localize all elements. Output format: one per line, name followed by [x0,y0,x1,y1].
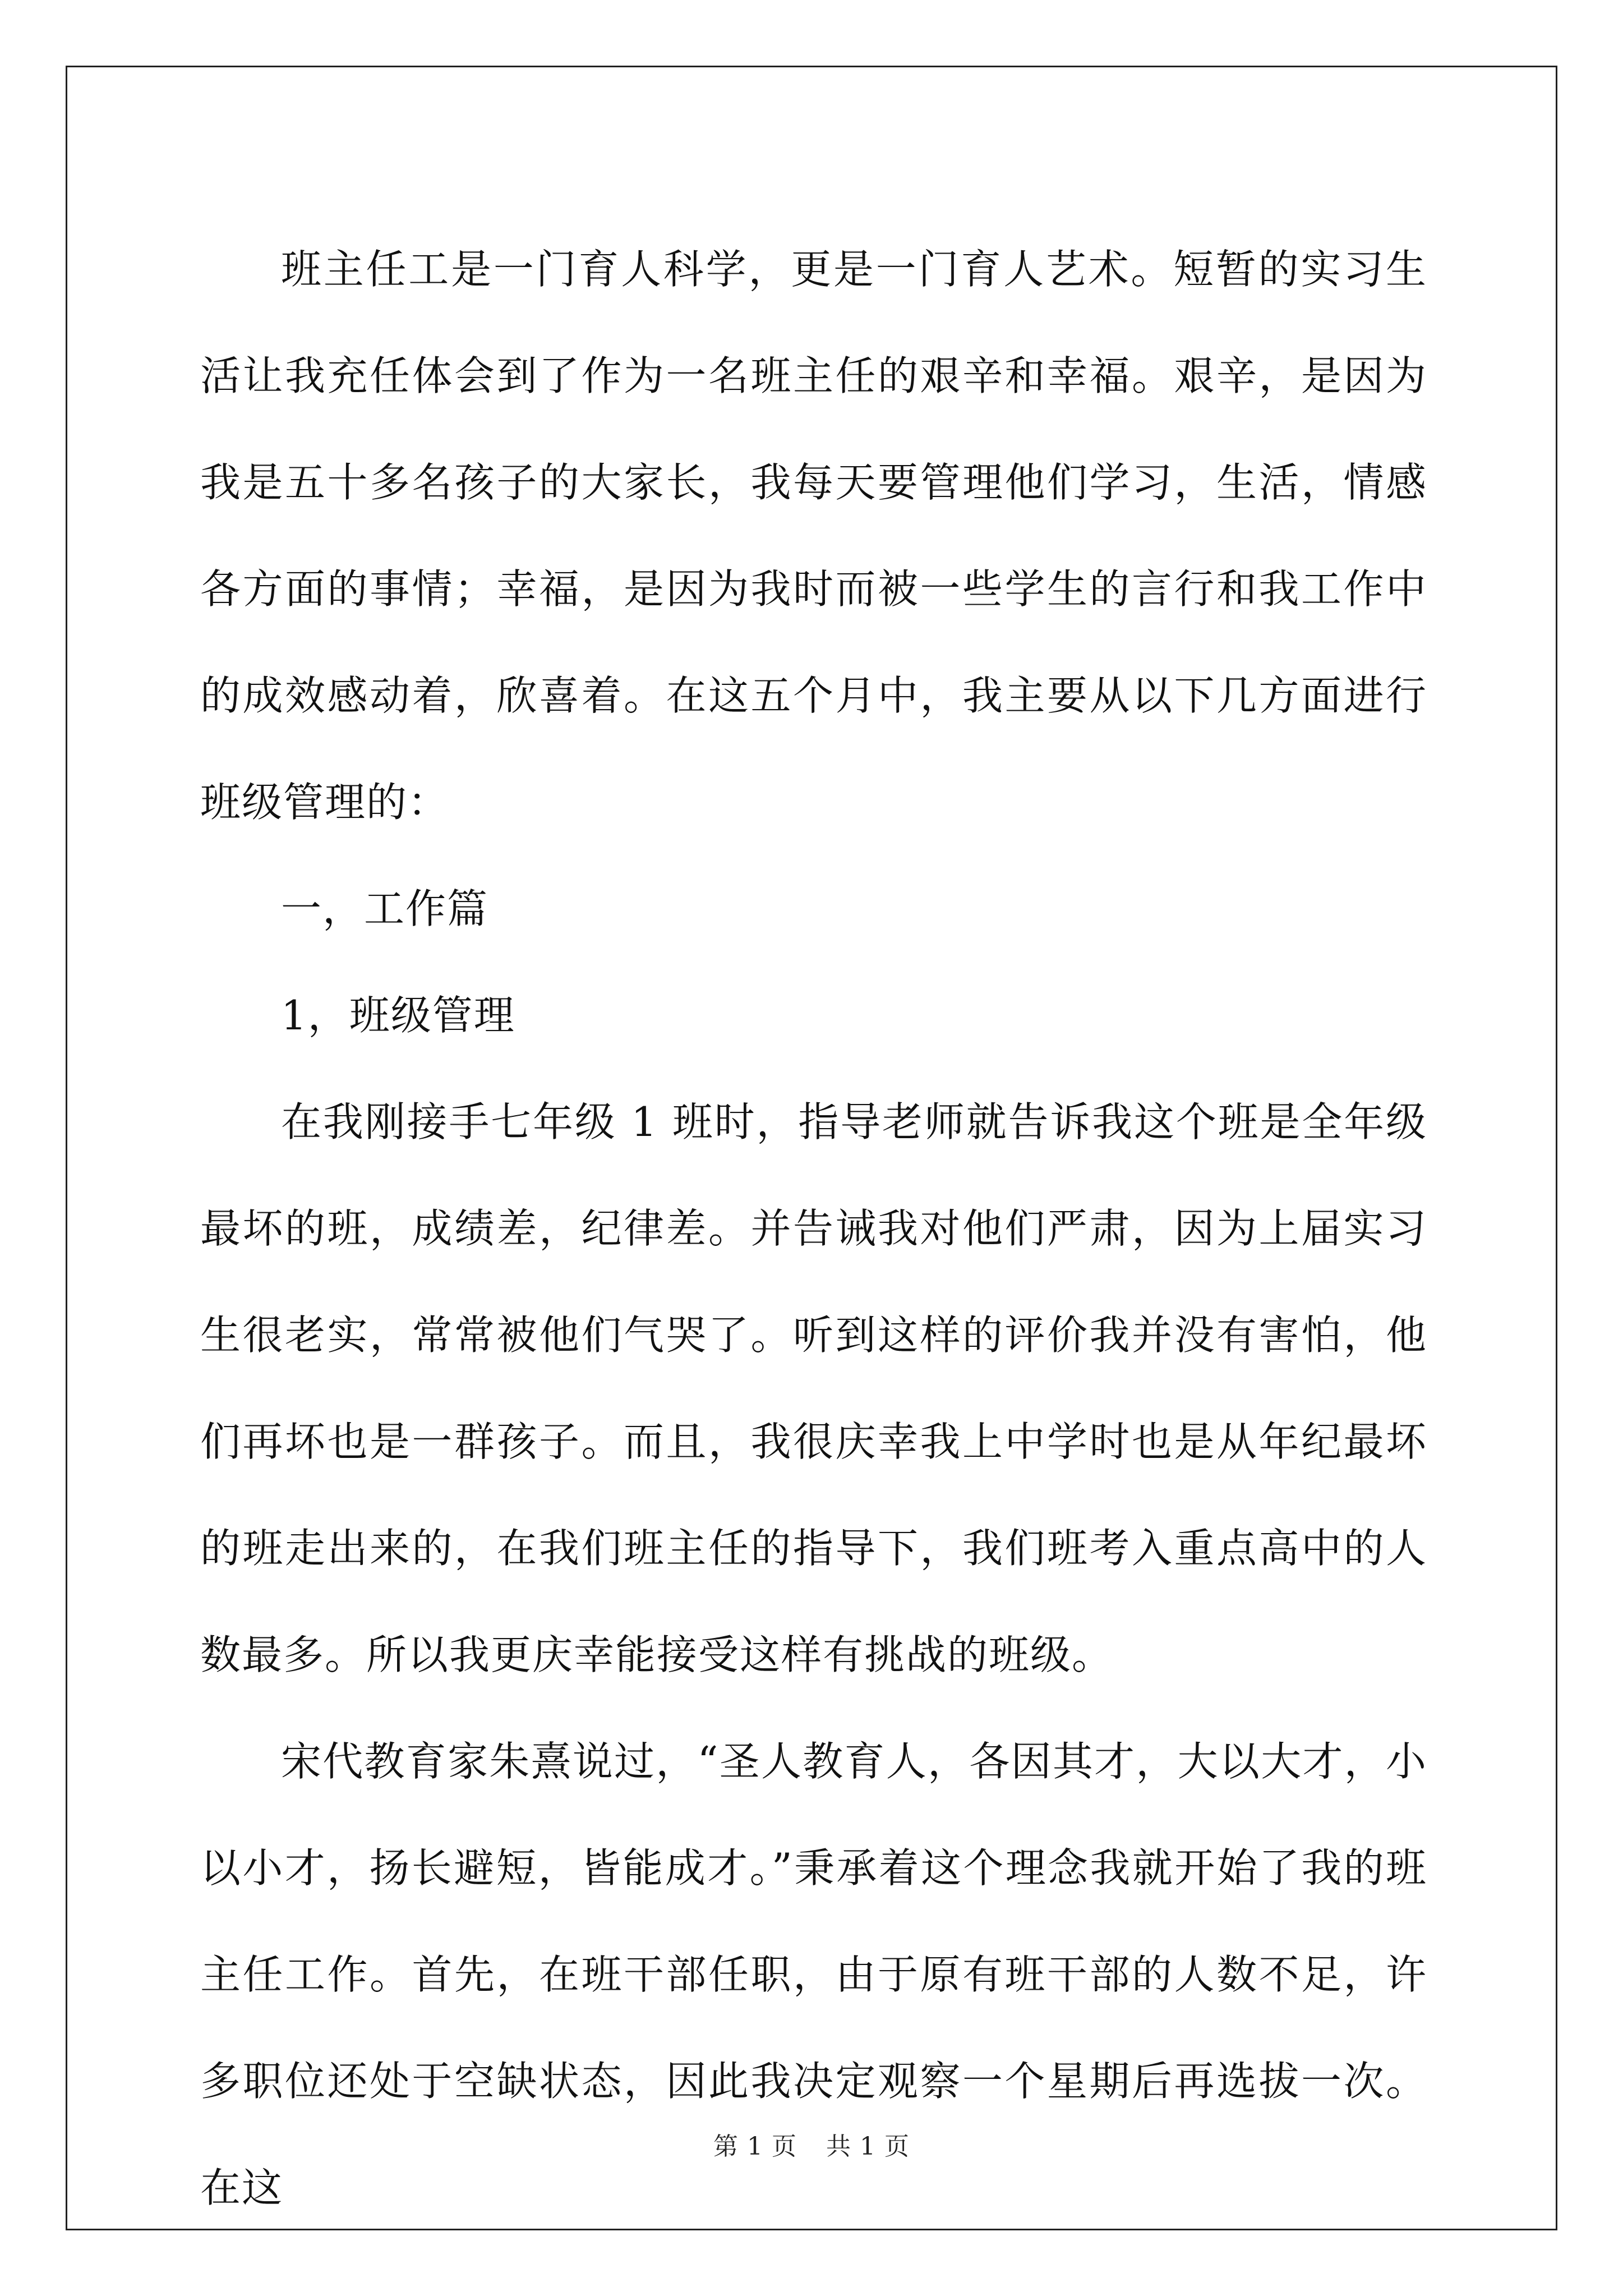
page-footer [0,2126,1623,2162]
document-body [200,216,1427,2241]
paragraph: 在我刚接手七年级 1 班时，指导老师就告诉我这个班是全年级最坏的班，成绩差，纪律差。并告诫我对他们严肃，因为上届实习生很老实，常常被他们气哭了。听到这样的评价我并没有害怕，他们再坏也是一群孩子。而且，我很庆幸我上中学时也是从年纪最坏的班走出来的，在我们班主任的指导下，我们班考入重点高中的人数最多。所以我更庆幸能接受这样有挑战的班级。 [200,1098,1427,1678]
section-heading: 一，工作篇 [281,885,489,932]
page-number: 第 1 页 [713,2132,797,2161]
paragraph: 宋代教育家朱熹说过，“圣人教育人，各因其才，大以大才，小以小才，扬长避短，皆能成才。”秉承着这个理念我就开始了我的班主任工作。首先，在班干部任职，由于原有班干部的人数不足，许多职位还处于空缺状态，因此我决定观察一个星期后再选拔一次。在这 [200,1738,1427,2211]
subsection-heading: 1，班级管理 [281,992,515,1039]
paragraph: 班主任工是一门育人科学，更是一门育人艺术。短暂的实习生活让我充任体会到了作为一名班主任的艰辛和幸福。艰辛，是因为我是五十多名孩子的大家长，我每天要管理他们学习，生活，情感各方面的事情；幸福，是因为我时而被一些学生的言行和我工作中的成效感动着，欣喜着。在这五个月中，我主要从以下几方面进行班级管理的： [200,246,1427,826]
page-total: 共 1 页 [826,2132,910,2161]
